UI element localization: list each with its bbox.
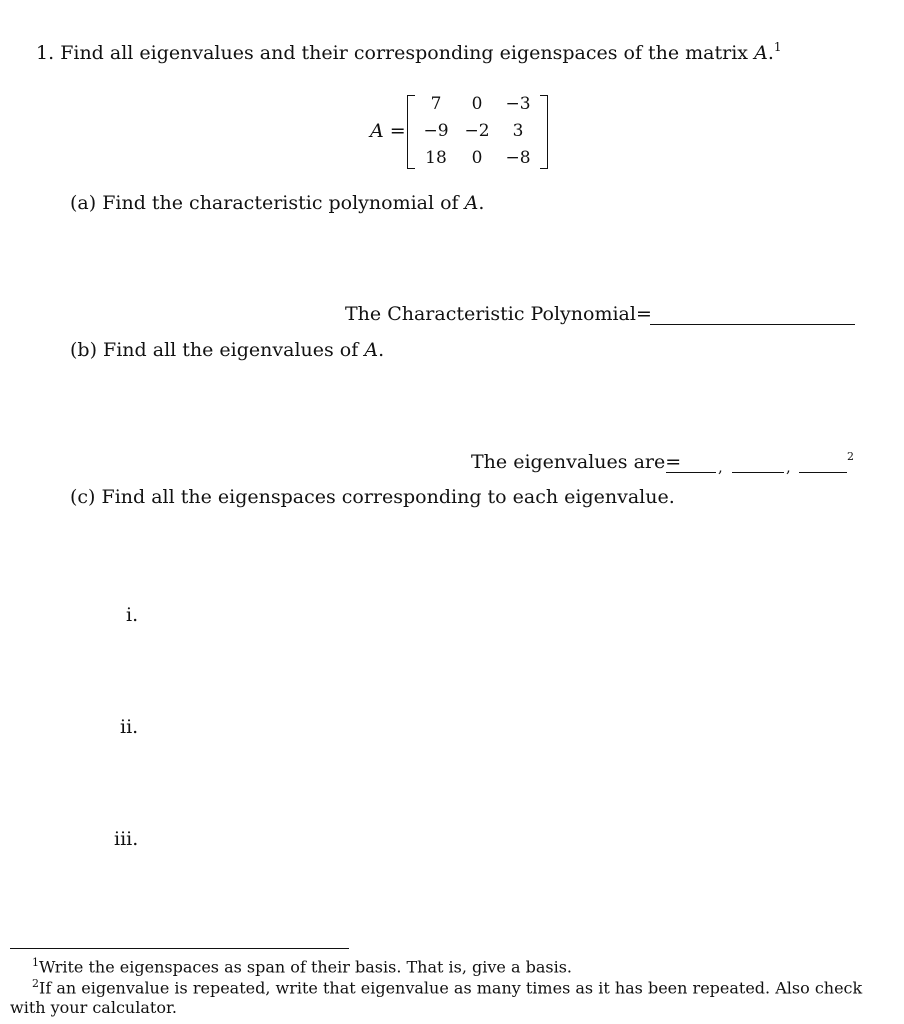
footnote-2-line2: with your calculator. (10, 998, 177, 1017)
matrix-left-bracket (407, 95, 415, 169)
footnote-1-mark: 1 (32, 956, 39, 969)
matrix-cell: 0 (471, 148, 483, 168)
footnote-2 (32, 977, 862, 997)
matrix-cell: −2 (464, 121, 490, 141)
footnote-divider (10, 948, 349, 949)
footnote-ref-1: 1 (773, 40, 782, 54)
part-a-var: A (464, 192, 479, 214)
footnote-1-text: Write the eigenspaces as span of their basis. That is, give a basis. (39, 957, 573, 977)
matrix-cell: 0 (471, 94, 483, 114)
part-c-item-ii: ii. (120, 716, 139, 738)
footnote-2-mark: 2 (32, 977, 39, 990)
part-b-label: (b) (70, 339, 97, 361)
part-b-text: Find all the eigenvalues of (103, 339, 359, 361)
matrix-cell: −8 (505, 148, 531, 168)
matrix-cell: −3 (505, 94, 531, 114)
part-b-question (70, 339, 384, 361)
part-a-end: . (478, 192, 485, 214)
problem-number: 1. (36, 42, 55, 64)
part-a-text: Find the characteristic polynomial of (102, 192, 459, 214)
eigenvalue-blank-1[interactable] (666, 472, 716, 473)
part-a-question (70, 192, 484, 214)
footnote-2-line1: If an eigenvalue is repeated, write that eigenvalue as many times as it has been repeated. Also check (39, 978, 863, 998)
part-c-item-i: i. (126, 604, 139, 626)
matrix-label: A = (370, 120, 406, 142)
matrix-right-bracket (540, 95, 548, 169)
separator-comma: , (786, 458, 791, 476)
problem-statement (36, 40, 782, 64)
footnote-ref-2: 2 (847, 450, 854, 463)
part-a-label: (a) (70, 192, 97, 214)
part-c-label: (c) (70, 486, 96, 508)
part-b-var: A (364, 339, 379, 361)
matrix-cell: −9 (423, 121, 449, 141)
eigenvalues-label: The eigenvalues are= (471, 451, 682, 473)
matrix-cell: 3 (512, 121, 524, 141)
matrix-cell: 7 (430, 94, 442, 114)
char-poly-answer-blank[interactable] (650, 324, 855, 325)
part-c-item-iii: iii. (114, 828, 139, 850)
footnote-1 (32, 956, 572, 976)
part-c-question (70, 486, 675, 508)
part-b-end: . (378, 339, 385, 361)
problem-text: Find all eigenvalues and their corresponding eigenspaces of the matrix (60, 42, 749, 64)
eigenvalue-blank-3[interactable] (799, 472, 847, 473)
part-c-text: Find all the eigenspaces corresponding to each eigenvalue. (101, 486, 675, 508)
eigenvalue-blank-2[interactable] (732, 472, 784, 473)
problem-period: . (767, 42, 774, 64)
matrix-cell: 18 (425, 148, 447, 168)
problem-matrix-name: A (754, 42, 768, 64)
separator-comma: , (718, 458, 723, 476)
char-poly-label: The Characteristic Polynomial= (345, 303, 652, 325)
